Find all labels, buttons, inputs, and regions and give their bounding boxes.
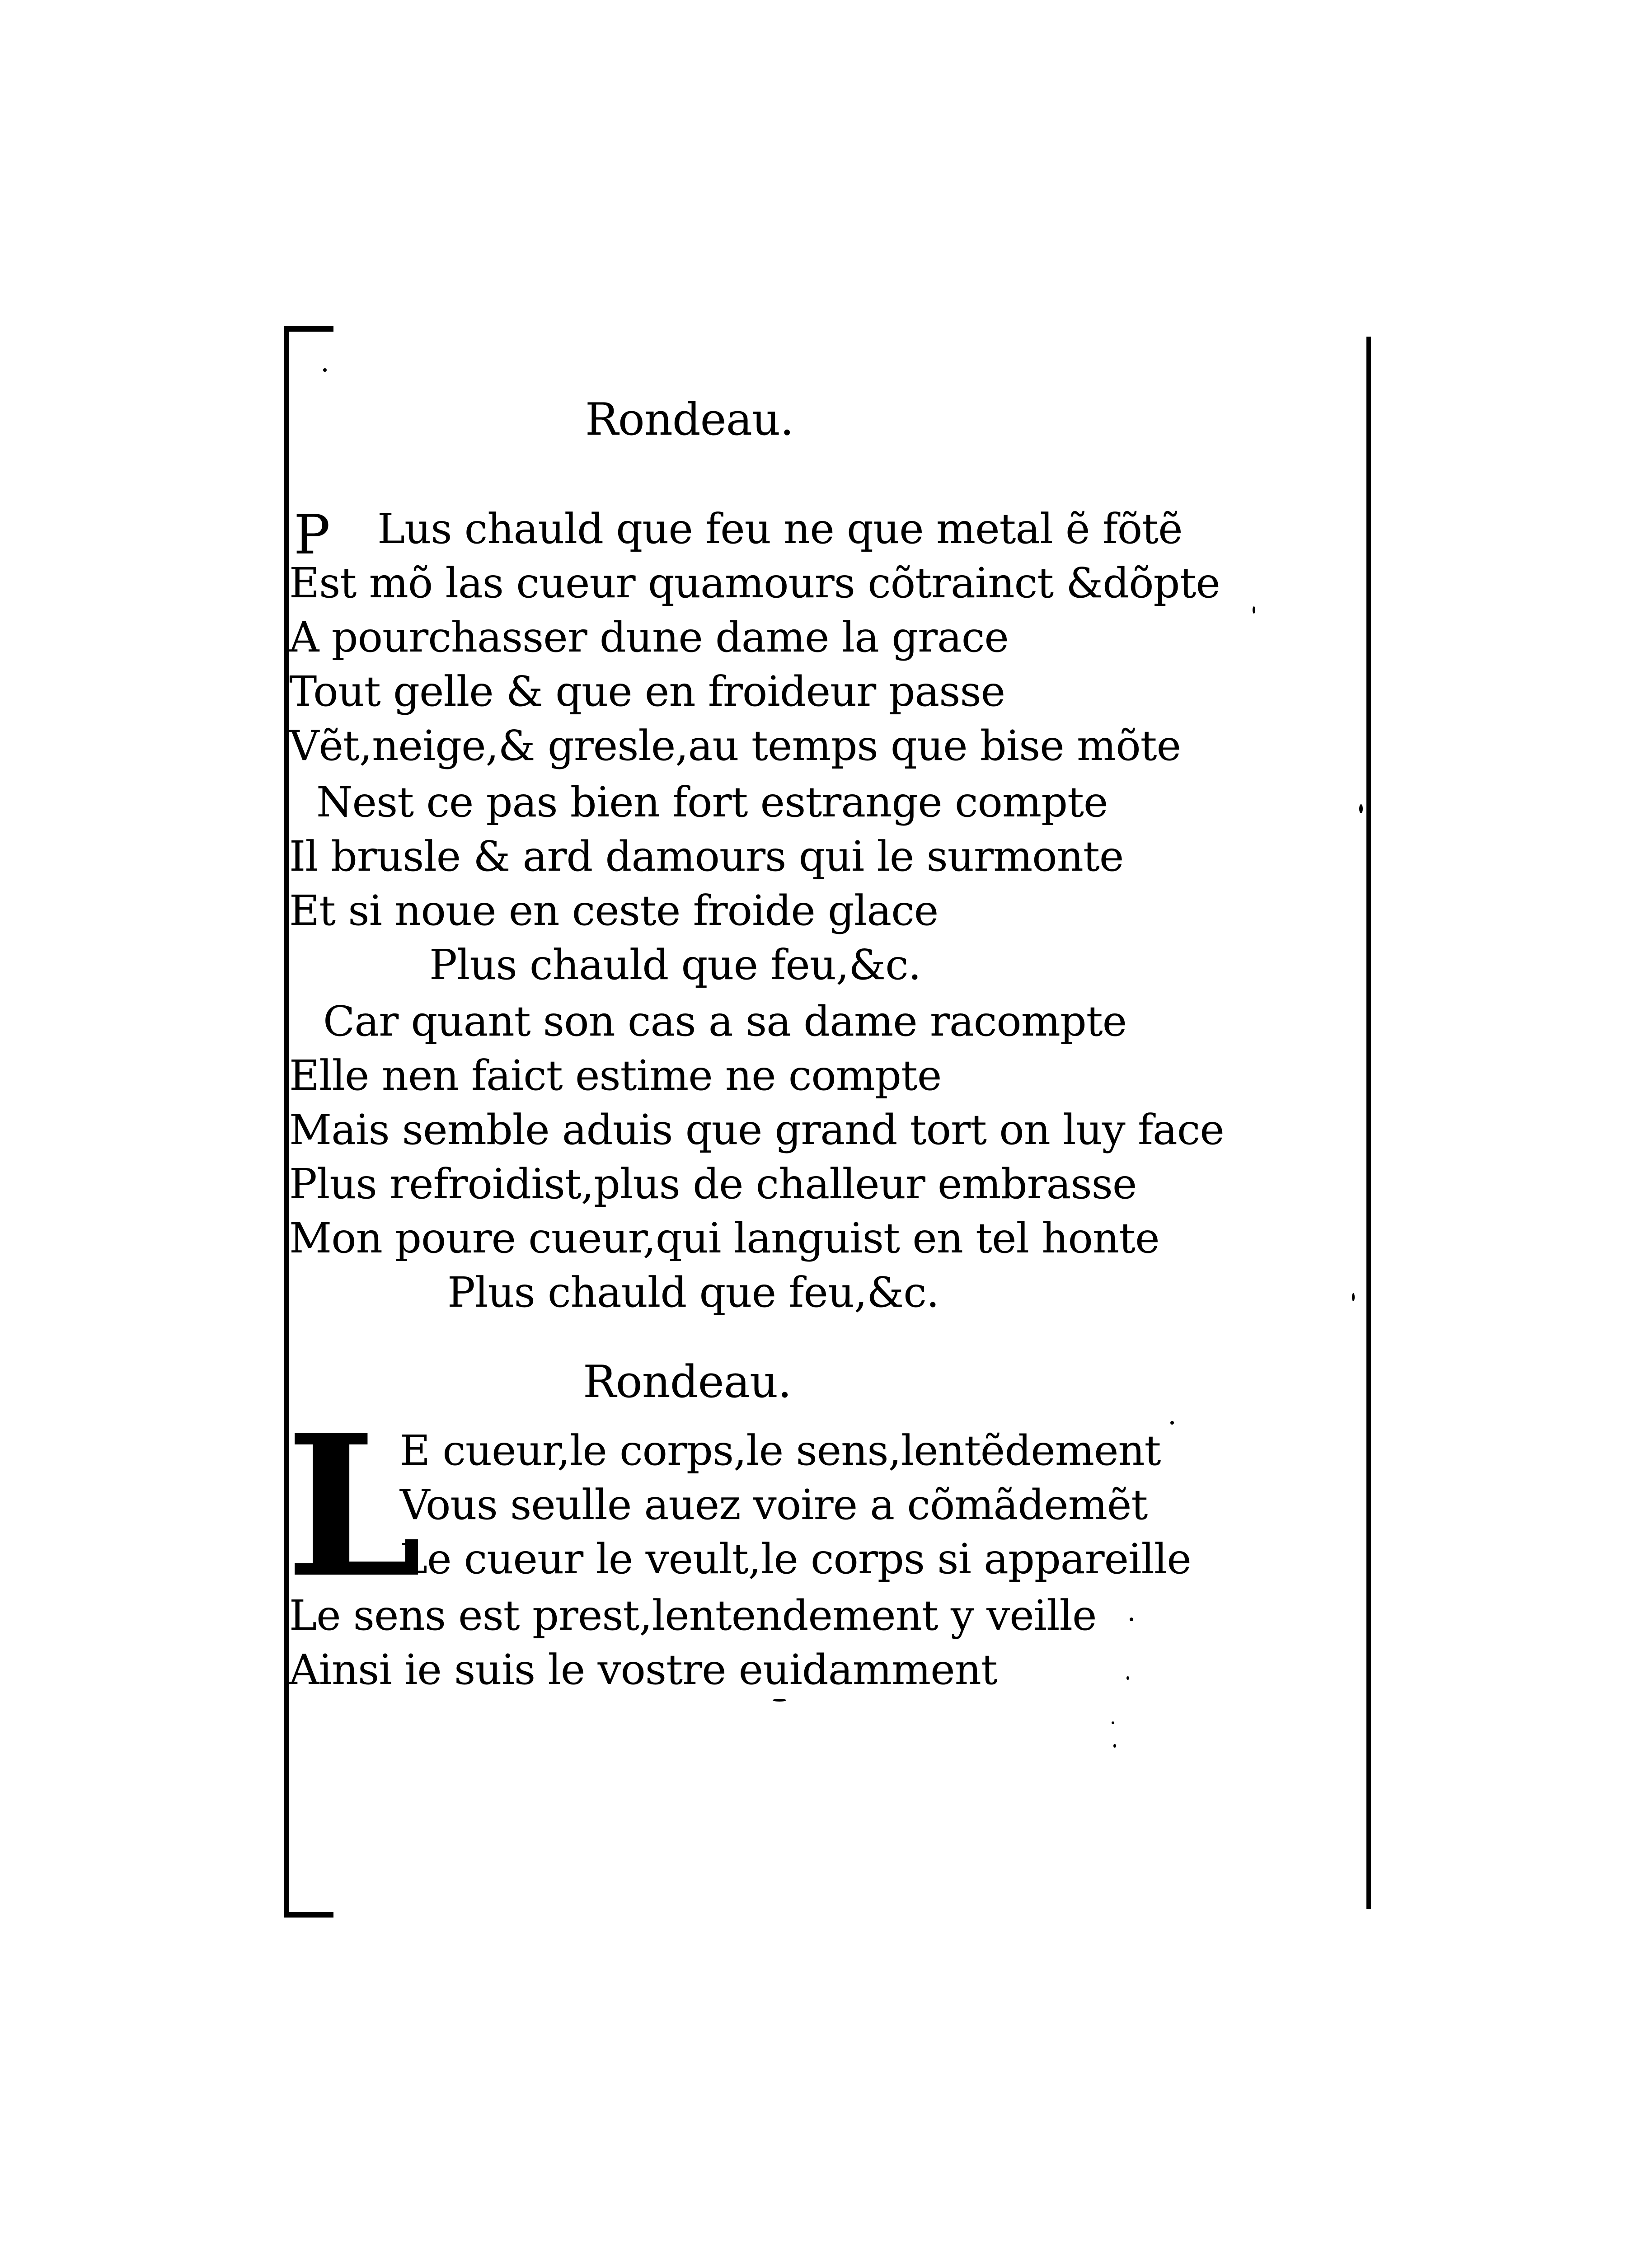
rondeau-1-line-4: Tout gelle & que en froideur passe bbox=[289, 667, 1005, 716]
bottom-corner-mark bbox=[284, 1912, 333, 1918]
rondeau-1-line-3: A pourchasser dune dame la grace bbox=[289, 613, 1009, 661]
top-corner-mark bbox=[284, 326, 333, 332]
rondeau-1-line-2: Est mõ las cueur quamours cõtrainct &dõpte bbox=[289, 559, 1220, 607]
rondeau-1-line-11: Mais semble aduis que grand tort on luy face bbox=[289, 1106, 1224, 1154]
rondeau-1-line-1: Lus chauld que feu ne que metal ẽ fõtẽ bbox=[377, 505, 1183, 553]
rondeau-1-line-12: Plus refroidist,plus de challeur embrasse bbox=[289, 1160, 1137, 1208]
rondeau-1-line-7: Il brusle & ard damours qui le surmonte bbox=[289, 832, 1124, 881]
rondeau-1-refrain-2: Plus chauld que feu,&c. bbox=[447, 1268, 939, 1317]
rondeau-2-dropcap: L bbox=[286, 1393, 422, 1621]
left-page-border bbox=[284, 326, 289, 1918]
rondeau-1-dropcap: P bbox=[294, 504, 330, 567]
scan-speck bbox=[1130, 1618, 1133, 1621]
rondeau-2-line-4: Le sens est prest,lentendement y veille bbox=[289, 1591, 1097, 1640]
scan-speck bbox=[1253, 606, 1255, 614]
scan-speck bbox=[1112, 1721, 1114, 1724]
right-page-border bbox=[1366, 337, 1371, 1909]
scan-speck bbox=[323, 368, 327, 372]
rondeau-1-line-8: Et si noue en ceste froide glace bbox=[289, 886, 939, 935]
rondeau-2-line-2: Vous seulle auez voire a cõmãdemẽt bbox=[400, 1481, 1148, 1529]
scan-speck bbox=[1170, 1421, 1174, 1425]
scan-speck bbox=[1359, 804, 1363, 813]
rondeau-2-title: Rondeau. bbox=[583, 1356, 792, 1408]
rondeau-1-title: Rondeau. bbox=[585, 394, 794, 445]
rondeau-1-line-9: Car quant son cas a sa dame racompte bbox=[323, 997, 1127, 1046]
rondeau-1-line-6: Nest ce pas bien fort estrange compte bbox=[316, 778, 1108, 826]
rondeau-1-refrain-1: Plus chauld que feu,&c. bbox=[429, 941, 921, 989]
scan-speck bbox=[1126, 1676, 1129, 1680]
scan-speck bbox=[1113, 1744, 1116, 1748]
rondeau-1-line-13: Mon poure cueur,qui languist en tel honte bbox=[289, 1214, 1159, 1262]
scan-speck bbox=[773, 1699, 786, 1702]
scan-speck bbox=[1352, 1293, 1355, 1301]
rondeau-1-line-10: Elle nen faict estime ne compte bbox=[289, 1051, 942, 1100]
rondeau-2-line-1: E cueur,le corps,le sens,lentẽdement bbox=[400, 1426, 1161, 1475]
rondeau-2-line-3: Le cueur le veult,le corps si appareille bbox=[400, 1535, 1191, 1583]
rondeau-2-line-5: Ainsi ie suis le vostre euidamment bbox=[289, 1646, 997, 1694]
rondeau-1-line-5: Vẽt,neige,& gresle,au temps que bise mõte bbox=[289, 722, 1181, 770]
